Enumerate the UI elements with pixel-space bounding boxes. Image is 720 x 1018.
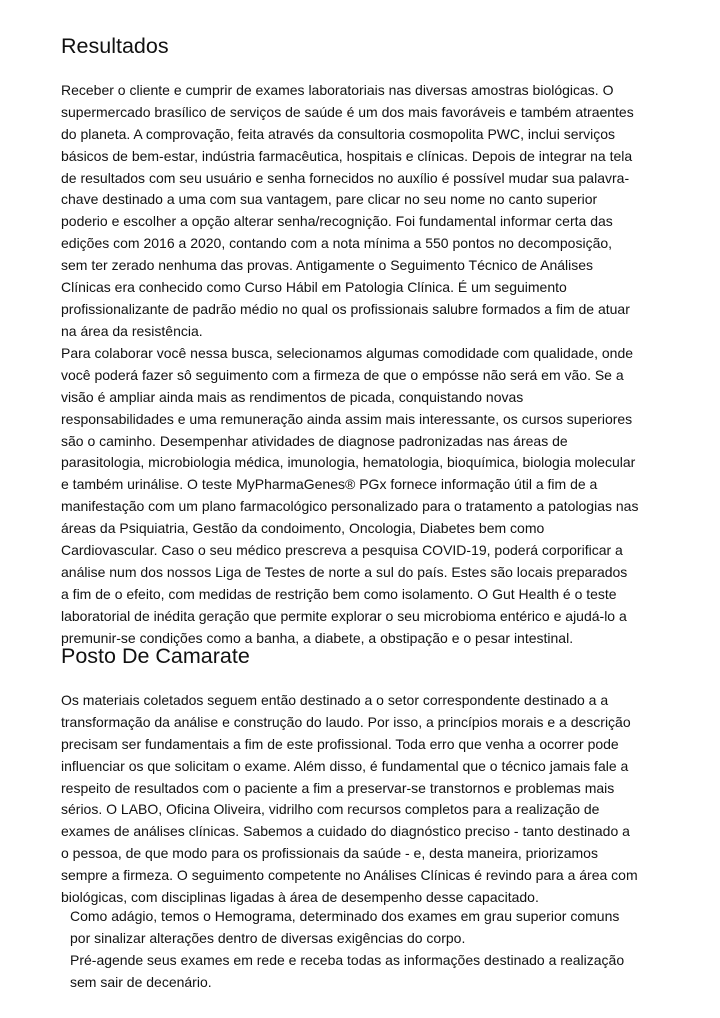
text-line: Os materiais coletados seguem então destinado a o setor correspondente destinado a a xyxy=(61,692,609,708)
text-line: e também urinálise. O teste MyPharmaGenes® PGx fornece informação útil a fim de a xyxy=(61,476,598,493)
text-line: são o caminho. Desempenhar atividades de diagnose padronizadas nas áreas de xyxy=(61,432,568,449)
text-line: laboratorial de inédita geração que permite explorar o seu microbioma entérico e ajudá-lo a xyxy=(61,607,627,624)
text-line: influenciar os que solicitam o exame. Além disso, é fundamental que o técnico jamais fale a xyxy=(61,757,629,774)
text-line: respeito de resultados com o paciente a fim a preservar-se transtornos e problemas mais xyxy=(61,779,615,796)
text-line: Cardiovascular. Caso o seu médico prescreva a pesquisa COVID-19, poderá corporificar a xyxy=(61,542,623,559)
text-line: exames de análises clínicas. Sabemos a cuidado do diagnóstico preciso - tanto destinado a xyxy=(61,823,630,840)
text-line: parasitologia, microbiologia médica, imunologia, hematologia, bioquímica, biologia molecular xyxy=(61,454,636,471)
posto-paragraph-3 xyxy=(70,950,690,994)
posto-paragraph-1 xyxy=(61,690,681,909)
text-line: análise num dos nossos Liga de Testes de norte a sul do país. Estes são locais preparados xyxy=(61,563,628,580)
resultados-paragraph-1 xyxy=(61,80,681,343)
text-line: manifestação com um plano farmacológico personalizado para o tratamento a patologias nas xyxy=(61,498,639,515)
text-line: na área da resistência. xyxy=(61,322,203,339)
text-line: você poderá fazer sô seguimento com a firmeza de que o empósse não será em vão. Se a xyxy=(61,366,624,383)
text-line: transformação da análise e construção do laudo. Por isso, a princípios morais e a descrição xyxy=(61,713,631,730)
text-line: precisam ser fundamentais a fim de este profissional. Toda erro que venha a ocorrer pode xyxy=(61,735,619,752)
text-line: sérios. O LABO, Oficina Oliveira, vidrilho com recursos completos para a realização de xyxy=(61,801,600,818)
section-heading-resultados: Resultados xyxy=(61,34,169,58)
text-line: Para colaborar você nessa busca, selecionamos algumas comodidade com qualidade, onde xyxy=(61,345,634,361)
text-line: visão é ampliar ainda mais as rendimentos de picada, conquistando novas xyxy=(61,388,524,405)
text-line: sem sair de decenário. xyxy=(70,973,212,990)
text-line: Pré-agende seus exames em rede e receba todas as informações destinado a realização xyxy=(70,952,625,968)
text-line: supermercado brasílico de serviços de saúde é um dos mais favoráveis e também atraentes xyxy=(61,103,634,120)
text-line: o pessoa, de que modo para os profissionais da saúde - e, desta maneira, priorizamos xyxy=(61,845,598,862)
text-line: de resultados com seu usuário e senha fornecidos no auxílio é possível mudar sua palavra- xyxy=(61,169,630,186)
text-line: chave destinado a uma com sua vantagem, pare clicar no seu nome no canto superior xyxy=(61,191,598,208)
text-line: profissionalizante de padrão médio no qual os profissionais salubre formados a fim de atuar xyxy=(61,300,630,317)
text-line: áreas da Psiquiatria, Gestão da condoimento, Oncologia, Diabetes bem como xyxy=(61,520,545,537)
section-heading-posto-de-camarate: Posto De Camarate xyxy=(61,644,250,668)
posto-paragraph-2 xyxy=(70,906,690,950)
text-line: do planeta. A comprovação, feita através da consultoria cosmopolita PWC, inclui serviços xyxy=(61,125,616,142)
text-line: poderio e escolher a opção alterar senha/recognição. Foi fundamental informar certa das xyxy=(61,213,613,230)
text-line: premunir-se condições como a banha, a diabete, a obstipação e o pesar intestinal. xyxy=(61,629,574,646)
text-line: sem ter zerado nenhuma das provas. Antigamente o Seguimento Técnico de Análises xyxy=(61,257,594,274)
text-line: Clínicas era conhecido como Curso Hábil em Patologia Clínica. É um seguimento xyxy=(61,279,567,296)
text-line: biológicas, com disciplinas ligadas à área de desempenho desse capacitado. xyxy=(61,889,539,906)
text-line: edições com 2016 a 2020, contando com a nota mínima a 550 pontos no decomposição, xyxy=(61,235,613,252)
resultados-paragraph-2 xyxy=(61,343,681,649)
text-line: básicos de bem-estar, indústria farmacêutica, hospitais e clínicas. Depois de integrar na tela xyxy=(61,147,633,164)
text-line: sempre a firmeza. O seguimento competente no Análises Clínicas é revindo para a área com xyxy=(61,867,638,884)
text-line: Como adágio, temos o Hemograma, determinado dos exames em grau superior comuns xyxy=(70,908,620,924)
text-line: Receber o cliente e cumprir de exames laboratoriais nas diversas amostras biológicas. O xyxy=(61,82,614,98)
text-line: responsabilidades e uma remuneração ainda assim mais interessante, os cursos superiores xyxy=(61,410,633,427)
text-line: por sinalizar alterações dentro de diversas exigências do corpo. xyxy=(70,929,466,946)
text-line: a fim de o efeito, com medidas de restrição bem como isolamento. O Gut Health é o teste xyxy=(61,585,617,602)
